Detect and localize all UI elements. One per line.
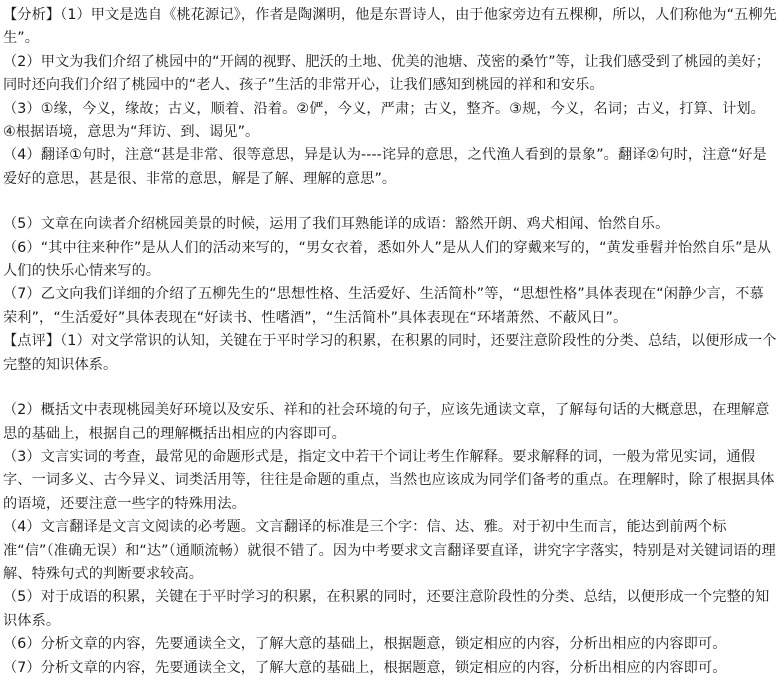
analysis-item-7: （7）乙文向我们详细的介绍了五柳先生的“思想性格、生活爱好、生活简朴”等，“思想性格”具体表现在“闲静少言，不慕荣利”，“生活爱好”具体表现在“好读书、性嗜酒”，“生活简朴”具体表现在“环堵萧然、不蔽风日”。 — [3, 286, 764, 326]
analysis-item-4: （4）翻译①句时，注意“甚是非常、很等意思，异是认为----诧异的意思，之代渔人看到的景象”。翻译②句时，注意“好是爱好的意思，甚是很、非常的意思，解是了解、理解的意思”。 — [3, 147, 767, 187]
comment-item-4a: （4）文言翻译是文言文阅读的必考题。文言翻译的标准是三个字：信、达、雅。对于初中生而言，能达到前两个标 — [3, 519, 727, 536]
comment-item-6: （6）分析文章的内容，先要通读全文，了解大意的基础上，根据题意，锁定相应的内容，分析出相应的内容即可。 — [3, 636, 727, 653]
analysis-item-1: 【分析】（1）甲文是选自《桃花源记》，作者是陶渊明，他是东晋诗人，由于他家旁边有五棵柳，所以，人们称他为“五柳先生”。 — [3, 7, 777, 47]
comment-item-5: （5）对于成语的积累，关键在于平时学习的积累，在积累的同时，还要注意阶段性的分类、总结，以便形成一个完整的知识体系。 — [3, 589, 770, 629]
comment-item-4b: 准“信”（准确无误）和“达”（通顺流畅）就很不错了。因为中考要求文言翻译要直译，讲究字字落实，特别是对关键词语的理解、特殊句式的判断要求较高。 — [3, 542, 776, 582]
analysis-item-6: （6）“其中往来种作”是从人们的活动来写的，“男女衣着，悉如外人”是从人们的穿戴来写的，“黄发垂髫并怡然自乐”是从人们的快乐心情来写的。 — [3, 239, 772, 280]
comment-item-3: （3）文言实词的考查，最常见的命题形式是，指定文中若干个词让考生作解释。要求解释的词，一般为常见实词，通假字、一词多义、古今异义、词类活用等，往往是命题的重点，当然也应该成为同学们备考的重点。在理解时，除了根据具体的语境，还要注意一些字的特殊用法。 — [3, 448, 775, 512]
comment-item-7: （7）分析文章的内容，先要通读全文，了解大意的基础上，根据题意，锁定相应的内容，分析出相应的内容即可。 — [3, 659, 727, 676]
comment-item-2: （2）概括文中表现桃园美好环境以及安乐、祥和的社会环境的句子，应该先通读文章，了解每句话的大概意思，在理解意思的基础上，根据自己的理解概括出相应的内容即可。 — [3, 402, 770, 442]
paragraph-gap — [3, 191, 777, 213]
analysis-item-3: （3）①缘，今义，缘故；古义，顺着、沿着。②俨，今义，严肃；古义，整齐。③规，今义，名词；古义，打算、计划。④根据语境，意思为“拜访、到、谒见”。 — [3, 100, 765, 141]
analysis-item-5: （5）文章在向读者介绍桃园美景的时候，运用了我们耳熟能详的成语：豁然开朗、鸡犬相闻、怡然自乐。 — [3, 216, 670, 233]
analysis-item-2: （2）甲文为我们介绍了桃园中的“开阔的视野、肥沃的土地、优美的池塘、茂密的桑竹”等，让我们感受到了桃园的美好；同时还向我们介绍了桃园中的“老人、孩子”生活的非常开心，让我们感知到桃园的祥和和安乐。 — [3, 53, 770, 94]
comment-item-1: 【点评】（1）对文学常识的认知，关键在于平时学习的积累，在积累的同时，还要注意阶段性的分类、总结，以便形成一个完整的知识体系。 — [3, 333, 777, 373]
paragraph-gap — [3, 377, 777, 399]
